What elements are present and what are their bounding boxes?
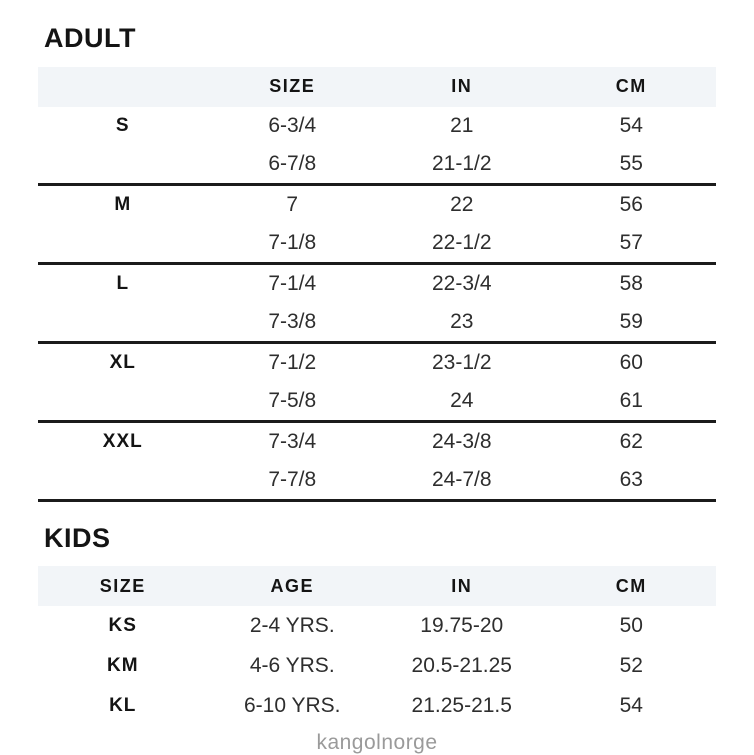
- age-value-cell: 6-10 YRS.: [244, 694, 341, 718]
- table-row: [38, 224, 716, 264]
- size-value-cell: 7-7/8: [208, 461, 378, 501]
- size-value-cell: 7-1/8: [268, 230, 317, 254]
- in-value-cell: 21-1/2: [431, 151, 492, 175]
- table-row: [38, 606, 716, 646]
- size-label-cell: [38, 145, 208, 185]
- in-value-cell: 21: [450, 113, 474, 137]
- table-row: [38, 461, 716, 501]
- size-label-cell: KS: [108, 615, 137, 637]
- kids-column-header-age: AGE: [208, 566, 378, 606]
- size-value-cell: 6-7/8: [268, 151, 317, 175]
- in-value-cell: 23-1/2: [377, 342, 547, 382]
- table-row: [38, 263, 716, 303]
- table-row: [38, 145, 716, 185]
- kids-header-row: [38, 566, 716, 606]
- in-value-cell: 23: [450, 309, 474, 333]
- table-row: [38, 421, 716, 461]
- size-value-cell: 7-1/2: [208, 342, 378, 382]
- in-value-cell: 24: [450, 388, 474, 412]
- size-value-cell: 7: [208, 184, 378, 224]
- age-value-cell: 4-6 YRS.: [249, 654, 335, 678]
- table-row: [38, 382, 716, 422]
- cm-value-cell: 50: [619, 614, 643, 638]
- cm-value-cell: 61: [619, 388, 643, 412]
- cm-value-cell: 62: [547, 421, 717, 461]
- cm-value-cell: 54: [619, 113, 643, 137]
- size-value-cell: 6-3/4: [268, 113, 317, 137]
- size-label-cell: [38, 303, 208, 343]
- in-value-cell: 24-7/8: [377, 461, 547, 501]
- cm-value-cell: 59: [619, 309, 643, 333]
- cm-value-cell: 58: [547, 263, 717, 303]
- size-label-cell: KM: [106, 655, 139, 677]
- kids-section-title: KIDS: [44, 522, 111, 553]
- adult-column-header-cm: CM: [547, 67, 717, 107]
- size-label-cell: L: [38, 263, 208, 303]
- table-row: [38, 342, 716, 382]
- cm-value-cell: 52: [619, 654, 643, 678]
- kids-column-header-in: IN: [377, 566, 547, 606]
- size-label-cell: [38, 461, 208, 501]
- in-value-cell: 22-3/4: [377, 263, 547, 303]
- cm-value-cell: 54: [619, 694, 643, 718]
- cm-value-cell: 63: [547, 461, 717, 501]
- table-row: [38, 686, 716, 726]
- size-label-cell: [38, 224, 208, 264]
- adult-header-row: [38, 67, 716, 107]
- adult-column-header-size: SIZE: [208, 67, 378, 107]
- cm-value-cell: 60: [547, 342, 717, 382]
- cm-value-cell: 57: [619, 230, 643, 254]
- size-value-cell: 7-3/8: [268, 309, 317, 333]
- table-row: [38, 646, 716, 686]
- cm-value-cell: 56: [547, 184, 717, 224]
- in-value-cell: 22: [377, 184, 547, 224]
- size-value-cell: 7-5/8: [268, 388, 317, 412]
- table-row: [38, 107, 716, 145]
- age-value-cell: 2-4 YRS.: [249, 614, 335, 638]
- in-value-cell: 22-1/2: [431, 230, 492, 254]
- kids-column-header-cm: CM: [547, 566, 717, 606]
- table-row: [38, 184, 716, 224]
- size-label-cell: XL: [38, 342, 208, 382]
- kids-size-table: [38, 566, 716, 726]
- in-value-cell: 24-3/8: [377, 421, 547, 461]
- size-label-cell: S: [115, 114, 130, 136]
- adult-size-table: [38, 67, 716, 502]
- in-value-cell: 21.25-21.5: [411, 694, 512, 718]
- size-label-cell: M: [38, 184, 208, 224]
- site-watermark: kangolnorge: [316, 731, 438, 755]
- in-value-cell: 20.5-21.25: [411, 654, 512, 678]
- adult-column-header-blank: [38, 67, 208, 107]
- table-row: [38, 303, 716, 343]
- size-value-cell: 7-3/4: [208, 421, 378, 461]
- adult-column-header-in: IN: [377, 67, 547, 107]
- kids-column-header-size: SIZE: [38, 566, 208, 606]
- size-label-cell: KL: [109, 695, 137, 717]
- size-label-cell: XXL: [38, 421, 208, 461]
- adult-section-title: ADULT: [44, 23, 136, 53]
- size-label-cell: [38, 382, 208, 422]
- cm-value-cell: 55: [619, 151, 643, 175]
- in-value-cell: 19.75-20: [420, 614, 504, 638]
- size-value-cell: 7-1/4: [208, 263, 378, 303]
